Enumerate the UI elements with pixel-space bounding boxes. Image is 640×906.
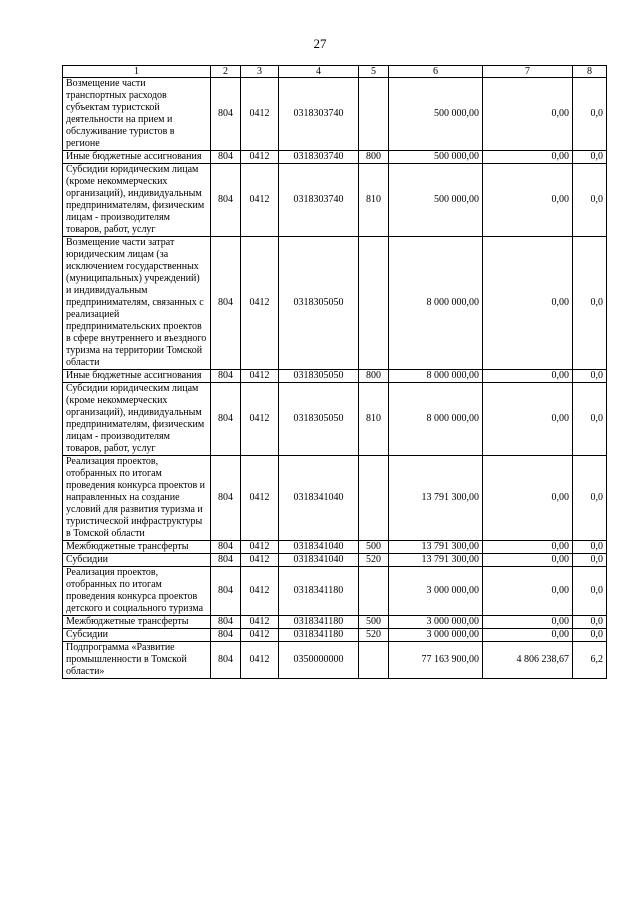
row-name-cell: Субсидии — [63, 629, 211, 642]
row-code-3-cell: 0412 — [241, 78, 279, 151]
row-code-4-cell: 0318341040 — [279, 554, 359, 567]
column-header: 1 — [63, 66, 211, 78]
row-percent-cell: 0,0 — [573, 164, 607, 237]
page-number: 27 — [313, 36, 327, 51]
row-code-4-cell: 0318303740 — [279, 164, 359, 237]
row-executed-cell: 0,00 — [483, 629, 573, 642]
row-code-5-cell — [359, 642, 389, 679]
table-row — [63, 567, 607, 616]
row-code-2-cell: 804 — [211, 164, 241, 237]
column-header: 7 — [483, 66, 573, 78]
row-percent-cell: 0,0 — [573, 541, 607, 554]
row-name-cell: Иные бюджетные ассигнования — [63, 370, 211, 383]
row-code-5-cell — [359, 456, 389, 541]
row-executed-cell: 0,00 — [483, 164, 573, 237]
row-code-5-cell: 810 — [359, 164, 389, 237]
row-code-2-cell: 804 — [211, 541, 241, 554]
row-amount-cell: 77 163 900,00 — [389, 642, 483, 679]
table-row — [63, 541, 607, 554]
column-header: 6 — [389, 66, 483, 78]
row-amount-cell: 13 791 300,00 — [389, 541, 483, 554]
row-code-4-cell: 0318341180 — [279, 616, 359, 629]
column-header: 4 — [279, 66, 359, 78]
row-name-cell: Межбюджетные трансферты — [63, 616, 211, 629]
table-body — [63, 66, 607, 679]
row-name-cell: Реализация проектов, отобранных по итогам проведения конкурса проектов детского и социального туризма — [63, 567, 211, 616]
table-row — [63, 370, 607, 383]
row-percent-cell: 0,0 — [573, 616, 607, 629]
row-name-cell: Межбюджетные трансферты — [63, 541, 211, 554]
row-amount-cell: 3 000 000,00 — [389, 629, 483, 642]
row-code-4-cell: 0318305050 — [279, 370, 359, 383]
row-code-3-cell: 0412 — [241, 164, 279, 237]
row-code-5-cell: 520 — [359, 554, 389, 567]
row-code-4-cell: 0318341180 — [279, 629, 359, 642]
table-row — [63, 151, 607, 164]
row-percent-cell: 0,0 — [573, 554, 607, 567]
row-name-cell: Возмещение части транспортных расходов субъектам туристской деятельности на прием и обслуживание туристов в регионе — [63, 78, 211, 151]
row-code-3-cell: 0412 — [241, 554, 279, 567]
table-row — [63, 616, 607, 629]
table-row — [63, 642, 607, 679]
row-code-2-cell: 804 — [211, 616, 241, 629]
row-percent-cell: 0,0 — [573, 78, 607, 151]
row-code-2-cell: 804 — [211, 383, 241, 456]
row-amount-cell: 13 791 300,00 — [389, 554, 483, 567]
table-row — [63, 554, 607, 567]
row-code-3-cell: 0412 — [241, 456, 279, 541]
column-header: 3 — [241, 66, 279, 78]
row-amount-cell: 13 791 300,00 — [389, 456, 483, 541]
row-percent-cell: 0,0 — [573, 456, 607, 541]
row-percent-cell: 0,0 — [573, 629, 607, 642]
row-name-cell: Реализация проектов, отобранных по итогам проведения конкурса проектов и направленных на создание условий для развития туризма и туристической инфраструктуры в Томской области — [63, 456, 211, 541]
row-amount-cell: 3 000 000,00 — [389, 567, 483, 616]
row-code-3-cell: 0412 — [241, 383, 279, 456]
row-percent-cell: 0,0 — [573, 370, 607, 383]
column-header: 8 — [573, 66, 607, 78]
table-header-row — [63, 66, 607, 78]
row-amount-cell: 500 000,00 — [389, 78, 483, 151]
row-code-2-cell: 804 — [211, 370, 241, 383]
row-amount-cell: 8 000 000,00 — [389, 237, 483, 370]
row-code-4-cell: 0318303740 — [279, 151, 359, 164]
table-row — [63, 383, 607, 456]
row-code-4-cell: 0318341040 — [279, 541, 359, 554]
table-row — [63, 78, 607, 151]
row-code-5-cell: 500 — [359, 616, 389, 629]
row-name-cell: Субсидии юридическим лицам (кроме некоммерческих организаций), индивидуальным предпринимателям, физическим лицам - производителям товаров, работ, услуг — [63, 164, 211, 237]
row-percent-cell: 0,0 — [573, 151, 607, 164]
row-code-5-cell: 500 — [359, 541, 389, 554]
column-header: 2 — [211, 66, 241, 78]
row-executed-cell: 0,00 — [483, 554, 573, 567]
row-code-4-cell: 0318303740 — [279, 78, 359, 151]
row-code-4-cell: 0318341040 — [279, 456, 359, 541]
row-executed-cell: 0,00 — [483, 541, 573, 554]
row-code-3-cell: 0412 — [241, 370, 279, 383]
row-code-5-cell — [359, 237, 389, 370]
row-amount-cell: 3 000 000,00 — [389, 616, 483, 629]
row-name-cell: Иные бюджетные ассигнования — [63, 151, 211, 164]
row-code-5-cell — [359, 78, 389, 151]
table-row — [63, 629, 607, 642]
row-code-5-cell: 800 — [359, 151, 389, 164]
row-percent-cell: 6,2 — [573, 642, 607, 679]
row-code-2-cell: 804 — [211, 237, 241, 370]
row-percent-cell: 0,0 — [573, 383, 607, 456]
row-code-4-cell: 0318341180 — [279, 567, 359, 616]
row-code-5-cell — [359, 567, 389, 616]
row-code-4-cell: 0318305050 — [279, 237, 359, 370]
row-code-2-cell: 804 — [211, 78, 241, 151]
row-name-cell: Субсидии — [63, 554, 211, 567]
row-code-4-cell: 0318305050 — [279, 383, 359, 456]
row-name-cell: Возмещение части затрат юридическим лицам (за исключением государственных (муниципальных) учреждений) и индивидуальным предпринимателям, связанных с реализацией предпринимательских проектов в сфере внутреннего и въездного туризма на территории Томской области — [63, 237, 211, 370]
budget-table — [62, 65, 607, 679]
row-name-cell: Субсидии юридическим лицам (кроме некоммерческих организаций), индивидуальным предпринимателям, физическим лицам - производителям товаров, работ, услуг — [63, 383, 211, 456]
table-row — [63, 456, 607, 541]
row-name-cell: Подпрограмма «Развитие промышленности в Томской области» — [63, 642, 211, 679]
row-code-2-cell: 804 — [211, 642, 241, 679]
row-executed-cell: 0,00 — [483, 237, 573, 370]
row-executed-cell: 0,00 — [483, 78, 573, 151]
row-code-3-cell: 0412 — [241, 567, 279, 616]
row-executed-cell: 0,00 — [483, 567, 573, 616]
row-code-5-cell: 520 — [359, 629, 389, 642]
row-amount-cell: 500 000,00 — [389, 164, 483, 237]
row-code-3-cell: 0412 — [241, 642, 279, 679]
row-executed-cell: 0,00 — [483, 616, 573, 629]
row-code-3-cell: 0412 — [241, 541, 279, 554]
row-code-2-cell: 804 — [211, 456, 241, 541]
row-code-5-cell: 810 — [359, 383, 389, 456]
row-code-5-cell: 800 — [359, 370, 389, 383]
row-code-4-cell: 0350000000 — [279, 642, 359, 679]
row-percent-cell: 0,0 — [573, 567, 607, 616]
row-code-3-cell: 0412 — [241, 616, 279, 629]
row-code-2-cell: 804 — [211, 567, 241, 616]
row-executed-cell: 0,00 — [483, 456, 573, 541]
row-amount-cell: 8 000 000,00 — [389, 383, 483, 456]
row-percent-cell: 0,0 — [573, 237, 607, 370]
row-code-2-cell: 804 — [211, 629, 241, 642]
row-code-2-cell: 804 — [211, 151, 241, 164]
row-code-2-cell: 804 — [211, 554, 241, 567]
table-row — [63, 237, 607, 370]
row-amount-cell: 500 000,00 — [389, 151, 483, 164]
row-executed-cell: 0,00 — [483, 370, 573, 383]
row-code-3-cell: 0412 — [241, 151, 279, 164]
row-executed-cell: 4 806 238,67 — [483, 642, 573, 679]
row-code-3-cell: 0412 — [241, 237, 279, 370]
table-row — [63, 164, 607, 237]
row-executed-cell: 0,00 — [483, 383, 573, 456]
column-header: 5 — [359, 66, 389, 78]
row-amount-cell: 8 000 000,00 — [389, 370, 483, 383]
row-executed-cell: 0,00 — [483, 151, 573, 164]
row-code-3-cell: 0412 — [241, 629, 279, 642]
